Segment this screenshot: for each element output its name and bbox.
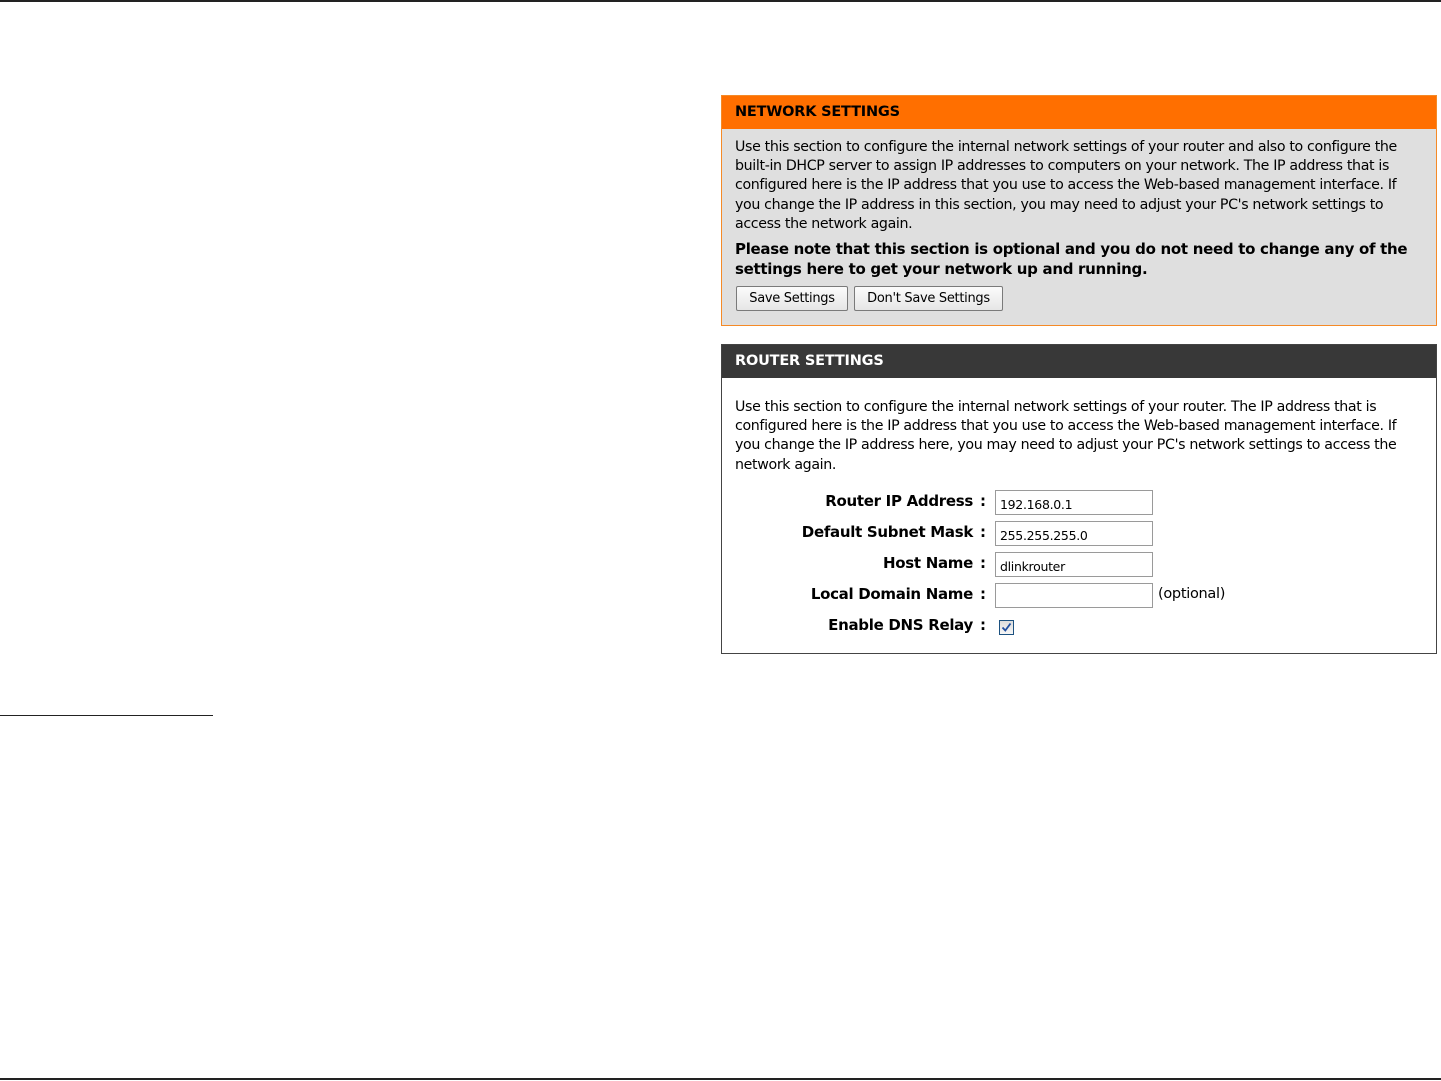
local-domain-label: Local Domain Name: [810, 585, 973, 603]
checkmark-icon: [1001, 622, 1012, 633]
host-name-label: Host Name: [883, 554, 973, 572]
local-domain-colon: :: [980, 585, 986, 603]
router-ip-input[interactable]: [995, 490, 1153, 515]
router-ip-colon: :: [980, 492, 986, 510]
dont-save-settings-button[interactable]: Don't Save Settings: [854, 286, 1003, 311]
dns-relay-colon: :: [980, 616, 986, 634]
local-domain-row: [722, 583, 1438, 609]
top-rule: [0, 0, 1441, 2]
subnet-mask-colon: :: [980, 523, 986, 541]
save-settings-button[interactable]: Save Settings: [736, 286, 848, 311]
router-ip-row: [722, 490, 1438, 516]
dns-relay-row: [722, 614, 1438, 640]
dns-relay-checkbox[interactable]: [999, 620, 1014, 635]
host-name-input[interactable]: [995, 552, 1153, 577]
bottom-rule: [0, 1078, 1441, 1080]
dns-relay-label: Enable DNS Relay: [828, 616, 973, 634]
subnet-mask-label: Default Subnet Mask: [801, 523, 973, 541]
subnet-mask-row: [722, 521, 1438, 547]
network-settings-panel: [721, 95, 1437, 326]
router-settings-title: ROUTER SETTINGS: [722, 345, 1436, 378]
network-settings-note: Please note that this section is optional and you do not need to change any of the settings here to get your network up and running.: [735, 240, 1408, 278]
optional-hint: (optional): [1158, 586, 1226, 602]
subnet-mask-input[interactable]: [995, 521, 1153, 546]
network-settings-title: NETWORK SETTINGS: [722, 96, 1436, 129]
host-name-row: [722, 552, 1438, 578]
router-settings-panel: [721, 344, 1437, 654]
local-domain-input[interactable]: [995, 583, 1153, 608]
router-ip-label: Router IP Address: [825, 492, 973, 510]
footnote-rule: [0, 715, 213, 716]
router-settings-description: Use this section to configure the internal network settings of your router. The IP address that is configured here is the IP address that you use to access the Web-based management interface. If you change the IP address here, you may need to adjust your PC's network settings to access the network again.: [735, 399, 1397, 473]
host-name-colon: :: [980, 554, 986, 572]
network-settings-description: Use this section to configure the internal network settings of your router and also to configure the built-in DHCP server to assign IP addresses to computers on your network. The IP address that is configured here is the IP address that you use to access the Web-based management interface. If you change the IP address in this section, you may need to adjust your PC's network settings to access the network again.: [735, 139, 1397, 232]
